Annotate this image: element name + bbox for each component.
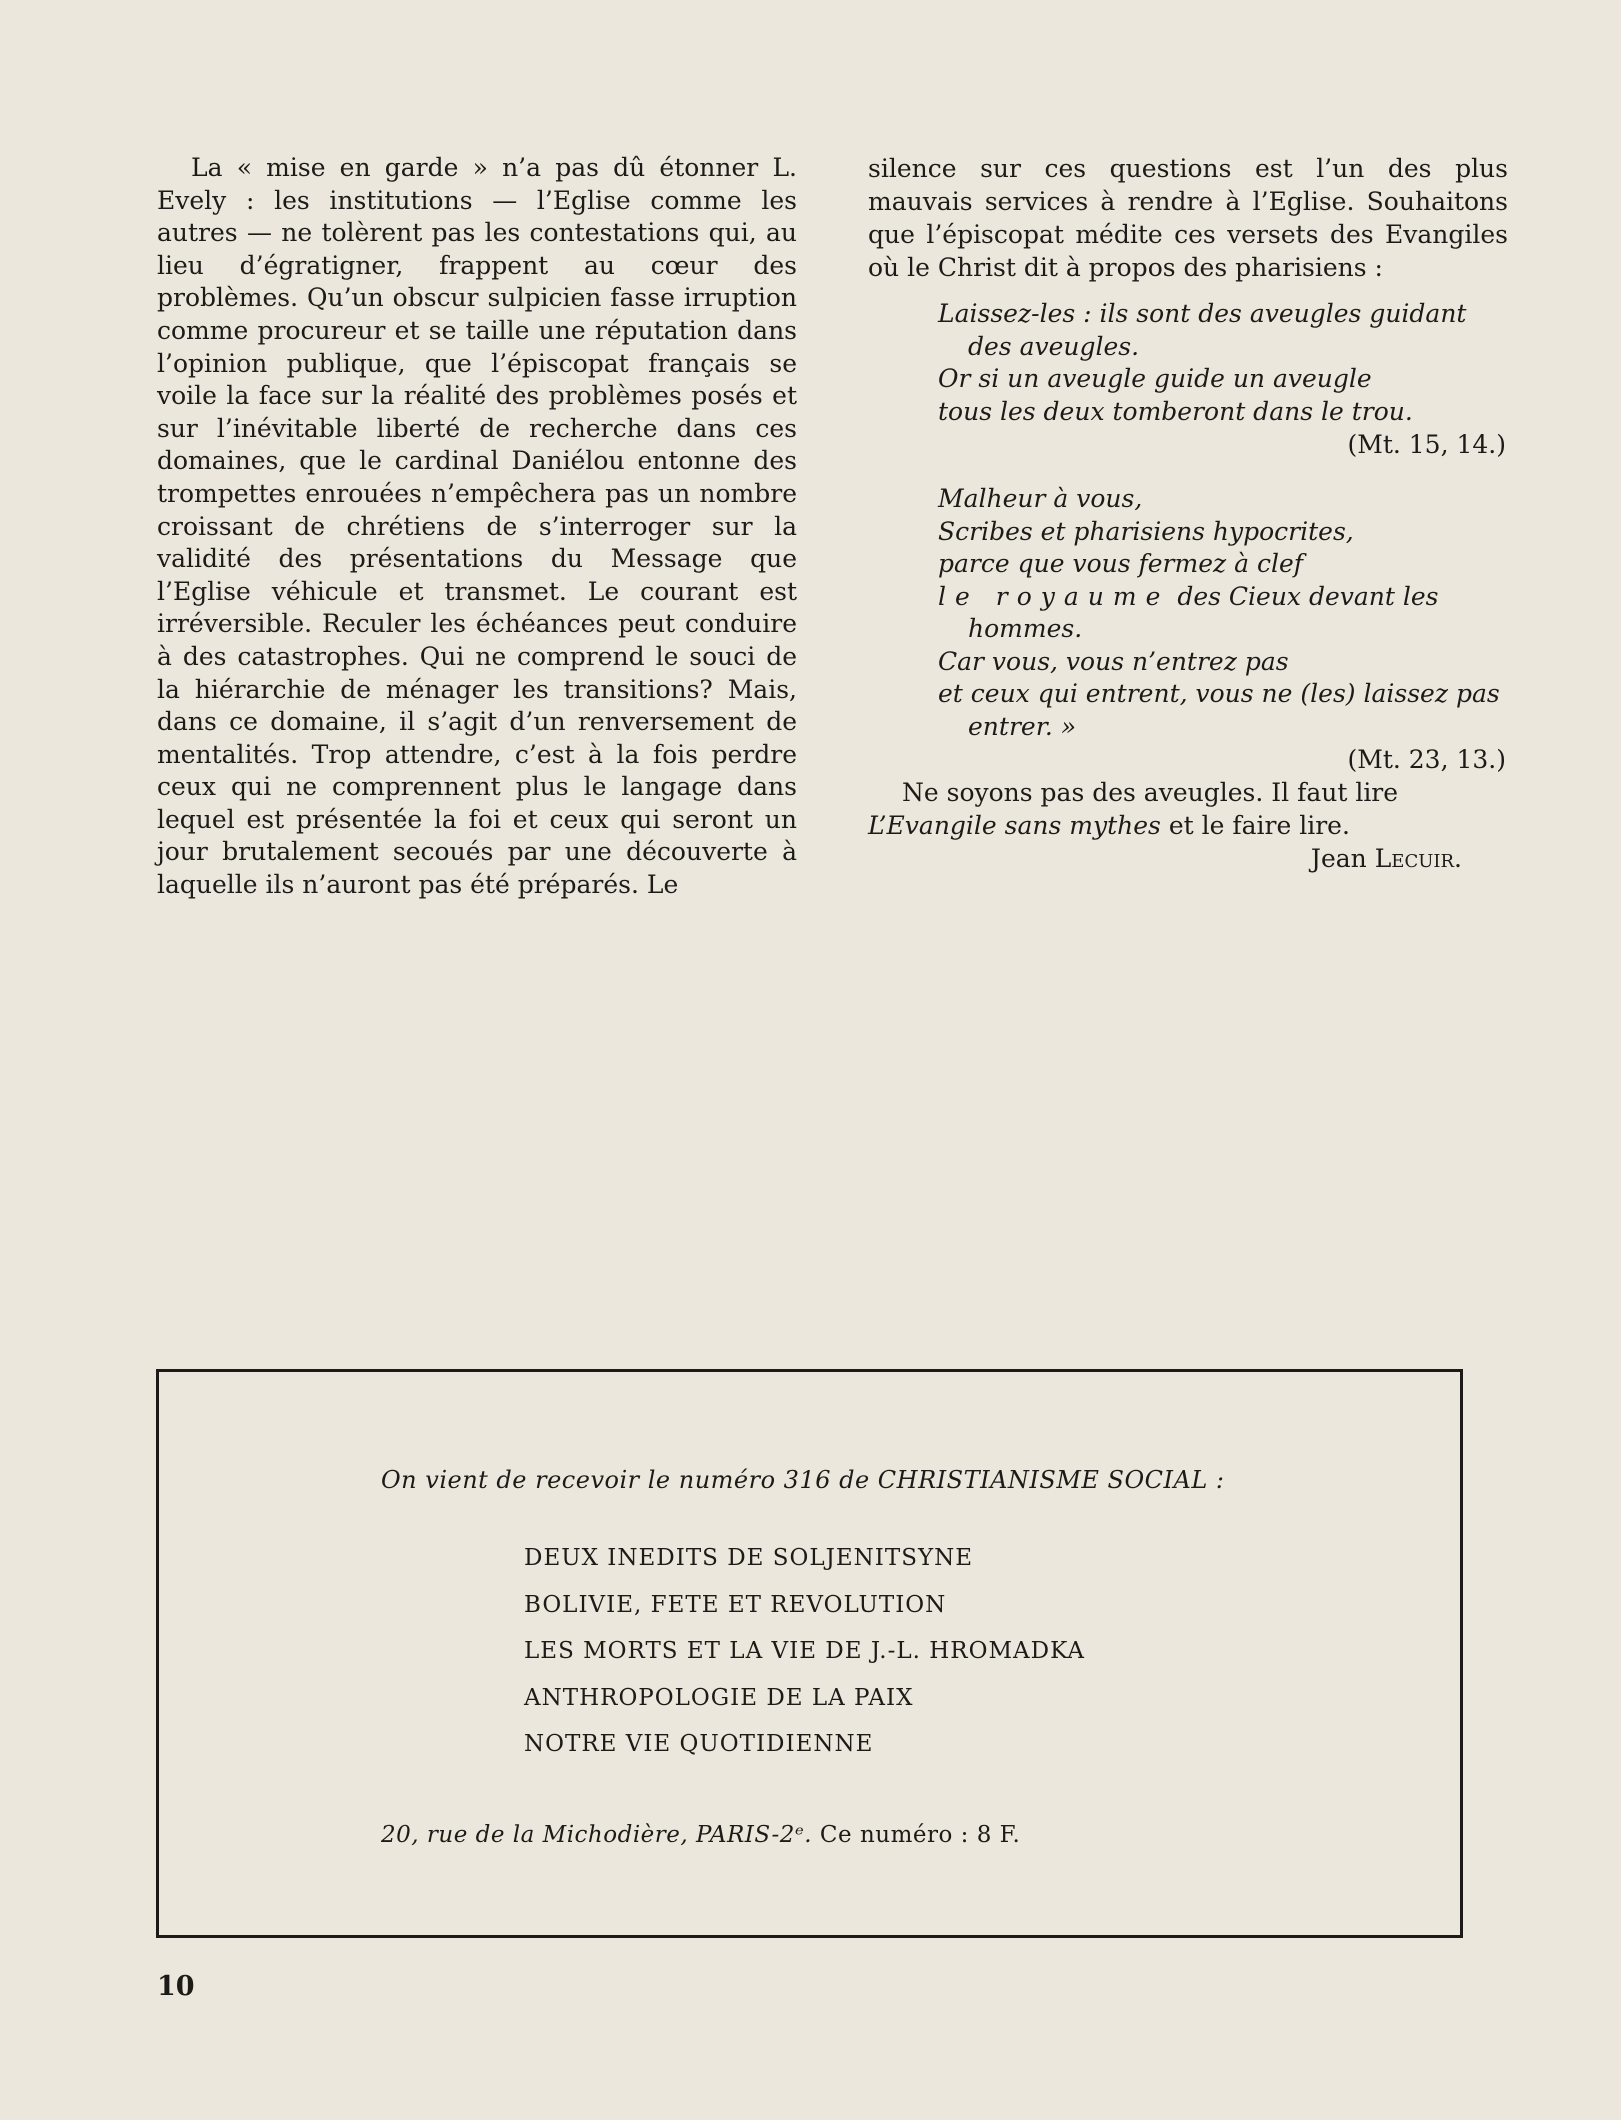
quote-line [938,581,1508,646]
quote-line-rest: des Cieux devant les hommes. [968,581,1439,643]
ad-contents-list [524,1535,1085,1768]
quote-line: Scribes et pharisiens hypocrites, [938,516,1354,546]
ad-address: 20, rue de la Michodière, PARIS-2ᵉ. [381,1822,813,1848]
quote-line: Laissez-les : ils sont des aveugles guidant des aveugles. [938,299,1467,361]
scripture-quote-2 [938,483,1508,743]
quote-line: Car vous, vous n’entrez pas [938,646,1289,676]
page-number: 10 [157,1971,195,2002]
author-last-name: Lecuir. [1374,844,1462,873]
closing-end: et le faire lire. [1160,811,1350,840]
ad-intro: On vient de recevoir le numéro 316 de CHRISTIANISME SOCIAL : [381,1466,1225,1494]
author-signature [868,842,1508,875]
ad-list-item: BOLIVIE, FETE ET REVOLUTION [524,1591,947,1618]
scripture-reference-1: (Mt. 15, 14.) [1347,430,1506,459]
quote-line: Malheur à vous, [938,484,1143,513]
ad-list-item: NOTRE VIE QUOTIDIENNE [524,1731,874,1757]
quote-line: Or si un aveugle guide un aveugle [938,364,1372,393]
quote-line: et ceux qui entrent, vous ne (les) laissez pas entrer. » [938,679,1500,741]
ad-price: Ce numéro : 8 F. [812,1822,1021,1848]
quote-line: tous les deux tomberont dans le trou. [938,396,1413,426]
author-first-name: Jean [1310,844,1375,873]
closing-paragraph [868,776,1508,842]
body-paragraph: La « mise en garde » n’a pas dû étonner L. Evely : les institutions — l’Eglise comme les autres — ne tolèrent pas les contestations qui, au lieu d’égratigner, frappent au cœur des problèmes. Qu’un obscur sulpicien fasse irruption comme procureur et se taille une réputation dans l’opinion publique, que l’épiscopat français se voile la face sur la réalité des problèmes posés et sur l’inévitable liberté de recherche dans ces domaines, que le cardinal Daniélou entonne des trompettes enrouées n’empêchera pas un nombre croissant de chrétiens de s’interroger sur la validité des présentations du Message que l’Eglise véhicule et transmet. Le courant est irréversible. Reculer les échéances peut conduire à des catastrophes. Qui ne comprend le souci de la hiérarchie de ménager les transitions? Mais, dans ce domaine, il s’agit d’un renversement de mentalités. Trop attendre, c’est à la fois perdre ceux qui ne comprennent plus le langage dans lequel est présentée la foi et ceux qui seront un jour brutalement secoués par une découverte à laquelle ils n’auront pas été préparés. Le [157,153,797,900]
ad-footer [381,1822,1020,1848]
book-title: L’Evangile sans mythes [868,811,1161,840]
ad-list-item: LES MORTS ET LA VIE DE J.-L. HROMADKA [524,1638,1085,1664]
left-column [157,152,797,902]
scripture-quote-1 [938,298,1508,428]
quote-line: parce que vous fermez à clef [938,549,1304,578]
scripture-reference-2: (Mt. 23, 13.) [1347,745,1506,774]
spaced-word: le royaume [938,581,1170,611]
body-paragraph-continued: silence sur ces questions est l’un des plus mauvais services à rendre à l’Eglise. Souhaitons que l’épiscopat médite ces versets des Evangiles où le Christ dit à propos des pharisiens : [868,154,1508,282]
ad-list-item: ANTHROPOLOGIE DE LA PAIX [524,1684,914,1711]
right-column [868,152,1508,875]
advertisement-box [156,1369,1463,1938]
ad-list-item: DEUX INEDITS DE SOLJENITSYNE [524,1545,974,1571]
closing-text: Ne soyons pas des aveugles. Il faut lire [902,778,1399,807]
